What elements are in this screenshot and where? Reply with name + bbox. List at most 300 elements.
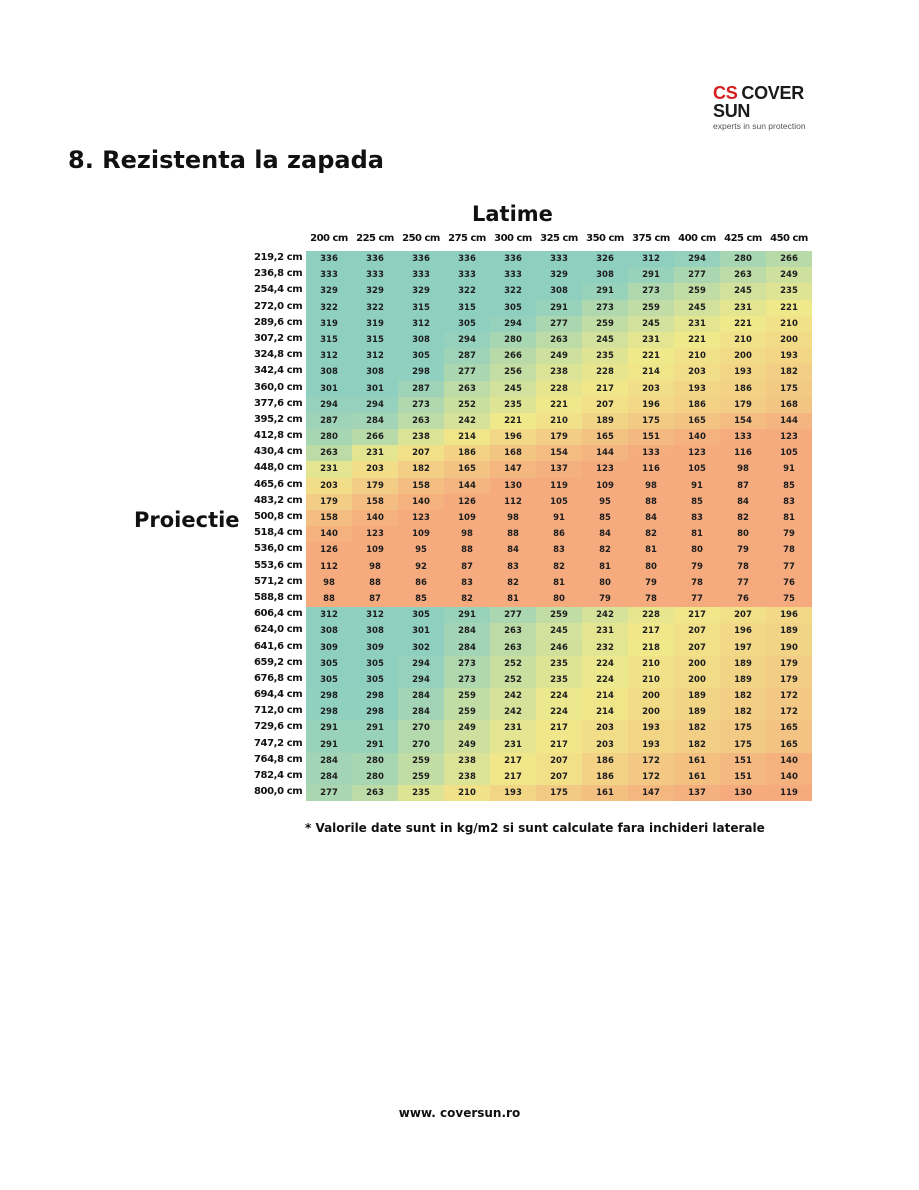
table-cell: 284 [444,623,490,639]
table-cell: 82 [536,559,582,575]
table-cell: 175 [628,413,674,429]
table-cell: 182 [674,720,720,736]
page-title: 8. Rezistenta la zapada [68,146,384,174]
table-row [306,753,812,769]
table-cell: 287 [444,348,490,364]
table-row [306,720,812,736]
table-cell: 158 [306,510,352,526]
table-cell: 291 [352,737,398,753]
table-cell: 336 [352,251,398,267]
table-cell: 83 [444,575,490,591]
table-cell: 189 [674,704,720,720]
table-cell: 259 [674,283,720,299]
table-cell: 193 [628,737,674,753]
row-header: 676,8 cm [254,672,303,684]
table-cell: 263 [490,623,536,639]
table-cell: 85 [766,478,812,494]
table-cell: 79 [628,575,674,591]
table-cell: 287 [306,413,352,429]
table-cell: 308 [306,623,352,639]
table-cell: 78 [720,559,766,575]
row-header: 764,8 cm [254,753,303,765]
table-cell: 217 [628,623,674,639]
table-cell: 315 [306,332,352,348]
table-cell: 263 [398,413,444,429]
table-row [306,591,812,607]
table-cell: 217 [582,381,628,397]
table-cell: 221 [628,348,674,364]
table-cell: 207 [674,640,720,656]
table-cell: 284 [444,640,490,656]
table-cell: 207 [536,769,582,785]
table-cell: 147 [490,461,536,477]
table-cell: 179 [766,672,812,688]
table-cell: 88 [352,575,398,591]
table-cell: 235 [766,283,812,299]
table-cell: 301 [398,623,444,639]
footnote: * Valorile date sunt in kg/m2 si sunt calculate fara inchideri laterale [305,821,765,835]
table-cell: 319 [306,316,352,332]
row-header: 729,6 cm [254,721,303,733]
table-cell: 126 [444,494,490,510]
table-cell: 161 [674,769,720,785]
table-cell: 232 [582,640,628,656]
row-header: 694,4 cm [254,689,303,701]
table-cell: 326 [582,251,628,267]
table-cell: 182 [674,737,720,753]
table-cell: 87 [352,591,398,607]
table-cell: 151 [720,753,766,769]
table-cell: 315 [444,300,490,316]
table-cell: 221 [720,316,766,332]
column-header: 325 cm [540,233,578,244]
table-cell: 200 [674,656,720,672]
table-cell: 78 [766,542,812,558]
table-cell: 263 [490,640,536,656]
table-cell: 277 [490,607,536,623]
row-header: 553,6 cm [254,559,303,571]
table-cell: 179 [720,397,766,413]
table-cell: 315 [398,300,444,316]
table-cell: 305 [444,316,490,332]
table-cell: 277 [674,267,720,283]
table-cell: 221 [766,300,812,316]
table-cell: 168 [766,397,812,413]
table-cell: 266 [490,348,536,364]
table-cell: 189 [674,688,720,704]
table-cell: 81 [536,575,582,591]
table-cell: 105 [536,494,582,510]
table-cell: 172 [628,769,674,785]
table-cell: 123 [674,445,720,461]
table-cell: 81 [582,559,628,575]
table-cell: 98 [306,575,352,591]
column-header: 300 cm [494,233,532,244]
table-cell: 221 [674,332,720,348]
row-header: 360,0 cm [254,381,303,393]
table-cell: 242 [582,607,628,623]
table-cell: 80 [674,542,720,558]
table-row [306,623,812,639]
table-cell: 196 [628,397,674,413]
table-cell: 277 [536,316,582,332]
table-cell: 315 [352,332,398,348]
table-row [306,413,812,429]
table-row [306,640,812,656]
table-cell: 294 [674,251,720,267]
table-row [306,672,812,688]
table-cell: 270 [398,720,444,736]
table-cell: 79 [720,542,766,558]
table-cell: 298 [306,704,352,720]
table-cell: 144 [444,478,490,494]
table-cell: 98 [628,478,674,494]
table-cell: 161 [582,785,628,801]
table-cell: 207 [582,397,628,413]
row-header: 236,8 cm [254,268,303,280]
table-cell: 329 [536,267,582,283]
table-row [306,542,812,558]
table-cell: 80 [582,575,628,591]
table-cell: 109 [444,510,490,526]
table-cell: 221 [490,413,536,429]
table-cell: 280 [720,251,766,267]
table-cell: 80 [628,559,674,575]
table-cell: 79 [674,559,720,575]
table-cell: 217 [674,607,720,623]
table-cell: 270 [398,737,444,753]
table-row [306,559,812,575]
table-cell: 88 [628,494,674,510]
table-cell: 210 [444,785,490,801]
row-header: 588,8 cm [254,591,303,603]
table-cell: 231 [490,737,536,753]
table-cell: 277 [306,785,352,801]
table-cell: 294 [306,397,352,413]
table-cell: 210 [628,656,674,672]
row-header: 483,2 cm [254,494,303,506]
table-cell: 84 [490,542,536,558]
row-header: 219,2 cm [254,252,303,263]
table-cell: 119 [536,478,582,494]
table-cell: 263 [306,445,352,461]
table-cell: 221 [536,397,582,413]
table-cell: 308 [582,267,628,283]
table-cell: 228 [536,381,582,397]
table-cell: 179 [536,429,582,445]
table-cell: 182 [398,461,444,477]
table-cell: 263 [536,332,582,348]
table-cell: 76 [720,591,766,607]
table-cell: 329 [352,283,398,299]
table-cell: 305 [398,348,444,364]
table-cell: 312 [352,348,398,364]
table-cell: 98 [444,526,490,542]
table-cell: 291 [628,267,674,283]
table-cell: 98 [720,461,766,477]
table-cell: 189 [720,656,766,672]
table-cell: 105 [766,445,812,461]
table-row [306,688,812,704]
table-cell: 175 [720,720,766,736]
table-row [306,478,812,494]
table-cell: 109 [352,542,398,558]
table-cell: 82 [444,591,490,607]
table-cell: 123 [398,510,444,526]
table-cell: 196 [766,607,812,623]
table-cell: 82 [582,542,628,558]
table-cell: 190 [766,640,812,656]
row-header: 395,2 cm [254,413,303,425]
table-cell: 179 [352,478,398,494]
table-cell: 273 [444,656,490,672]
table-cell: 179 [766,656,812,672]
table-cell: 224 [536,688,582,704]
table-cell: 186 [582,753,628,769]
table-cell: 291 [444,607,490,623]
table-cell: 158 [352,494,398,510]
table-cell: 189 [720,672,766,688]
table-cell: 308 [352,623,398,639]
table-cell: 186 [582,769,628,785]
table-cell: 140 [306,526,352,542]
table-cell: 280 [306,429,352,445]
table-cell: 200 [674,672,720,688]
table-cell: 203 [582,737,628,753]
table-row [306,494,812,510]
table-cell: 105 [674,461,720,477]
row-header: 712,0 cm [254,705,303,717]
table-cell: 302 [398,640,444,656]
row-label-column [254,251,306,801]
table-cell: 81 [490,591,536,607]
table-cell: 228 [582,364,628,380]
table-cell: 207 [674,623,720,639]
table-cell: 284 [306,769,352,785]
table-cell: 175 [536,785,582,801]
table-cell: 305 [490,300,536,316]
table-cell: 179 [306,494,352,510]
logo-brand-name: COVER SUN [713,83,804,121]
table-cell: 123 [582,461,628,477]
table-cell: 284 [306,753,352,769]
column-header-row [306,233,812,247]
table-cell: 83 [674,510,720,526]
table-cell: 84 [720,494,766,510]
table-cell: 259 [444,704,490,720]
table-cell: 193 [766,348,812,364]
table-cell: 246 [536,640,582,656]
table-cell: 81 [766,510,812,526]
table-cell: 322 [444,283,490,299]
table-cell: 91 [766,461,812,477]
table-cell: 77 [766,559,812,575]
table-cell: 81 [674,526,720,542]
column-header: 275 cm [448,233,486,244]
table-cell: 291 [306,737,352,753]
table-cell: 238 [398,429,444,445]
table-cell: 224 [582,672,628,688]
table-cell: 200 [720,348,766,364]
snow-load-table [306,251,812,810]
table-cell: 186 [674,397,720,413]
table-cell: 82 [628,526,674,542]
column-header: 225 cm [356,233,394,244]
footer-website[interactable]: www. coversun.ro [398,1106,521,1120]
table-row [306,575,812,591]
table-cell: 333 [398,267,444,283]
table-cell: 88 [490,526,536,542]
row-header: 571,2 cm [254,575,303,587]
table-cell: 259 [536,607,582,623]
table-cell: 336 [398,251,444,267]
table-cell: 98 [352,559,398,575]
row-header: 782,4 cm [254,770,303,781]
table-cell: 78 [674,575,720,591]
table-cell: 92 [398,559,444,575]
table-cell: 294 [444,332,490,348]
column-header: 400 cm [678,233,716,244]
table-cell: 140 [352,510,398,526]
table-cell: 214 [582,704,628,720]
table-cell: 231 [674,316,720,332]
table-row [306,332,812,348]
table-cell: 82 [720,510,766,526]
table-cell: 193 [628,720,674,736]
table-cell: 252 [444,397,490,413]
row-header: 272,0 cm [254,300,303,312]
table-cell: 224 [582,656,628,672]
table-cell: 87 [444,559,490,575]
table-cell: 259 [628,300,674,316]
table-cell: 86 [536,526,582,542]
table-cell: 83 [536,542,582,558]
table-cell: 277 [444,364,490,380]
table-cell: 84 [582,526,628,542]
table-cell: 87 [720,478,766,494]
table-cell: 231 [720,300,766,316]
table-cell: 78 [628,591,674,607]
table-cell: 85 [582,510,628,526]
table-cell: 95 [582,494,628,510]
table-cell: 76 [766,575,812,591]
row-header: 659,2 cm [254,656,303,668]
table-cell: 140 [766,753,812,769]
table-cell: 210 [628,672,674,688]
table-row [306,785,812,801]
table-cell: 158 [398,478,444,494]
table-cell: 294 [398,656,444,672]
table-cell: 119 [766,785,812,801]
table-cell: 186 [720,381,766,397]
table-cell: 245 [628,316,674,332]
table-cell: 287 [398,381,444,397]
table-cell: 79 [582,591,628,607]
table-cell: 333 [352,267,398,283]
table-cell: 291 [536,300,582,316]
table-cell: 137 [674,785,720,801]
table-cell: 154 [720,413,766,429]
table-cell: 322 [306,300,352,316]
row-header: 500,8 cm [254,511,303,522]
table-cell: 130 [720,785,766,801]
table-cell: 235 [490,397,536,413]
table-cell: 91 [536,510,582,526]
table-cell: 84 [628,510,674,526]
table-cell: 196 [720,623,766,639]
row-header: 800,0 cm [254,786,303,798]
table-cell: 266 [766,251,812,267]
table-cell: 154 [536,445,582,461]
row-header: 254,4 cm [254,284,303,296]
table-cell: 218 [628,640,674,656]
table-cell: 235 [398,785,444,801]
table-cell: 210 [720,332,766,348]
table-cell: 80 [536,591,582,607]
column-header: 375 cm [632,233,670,244]
table-cell: 259 [398,769,444,785]
table-cell: 305 [306,656,352,672]
table-cell: 284 [398,704,444,720]
table-cell: 309 [306,640,352,656]
row-axis-title: Proiectie [134,508,240,532]
table-cell: 203 [306,478,352,494]
table-row [306,510,812,526]
table-cell: 123 [352,526,398,542]
table-cell: 333 [490,267,536,283]
table-cell: 200 [628,704,674,720]
table-cell: 308 [536,283,582,299]
table-cell: 197 [720,640,766,656]
row-header: 377,6 cm [254,397,303,409]
table-cell: 245 [582,332,628,348]
table-cell: 294 [398,672,444,688]
row-header: 536,0 cm [254,543,303,555]
table-cell: 140 [398,494,444,510]
table-cell: 83 [766,494,812,510]
table-cell: 245 [490,381,536,397]
logo-tagline: experts in sun protection [713,121,806,131]
column-header: 350 cm [586,233,624,244]
table-cell: 172 [766,688,812,704]
table-cell: 259 [444,688,490,704]
table-cell: 214 [628,364,674,380]
table-row [306,429,812,445]
table-row [306,348,812,364]
table-cell: 273 [628,283,674,299]
table-row [306,251,812,267]
table-cell: 294 [352,397,398,413]
table-cell: 98 [490,510,536,526]
table-cell: 200 [628,688,674,704]
table-cell: 203 [628,381,674,397]
row-header: 624,0 cm [254,624,303,636]
table-cell: 137 [536,461,582,477]
table-cell: 273 [582,300,628,316]
table-cell: 305 [352,672,398,688]
table-row [306,316,812,332]
table-cell: 126 [306,542,352,558]
table-cell: 182 [766,364,812,380]
table-cell: 207 [536,753,582,769]
table-cell: 193 [720,364,766,380]
table-cell: 112 [490,494,536,510]
table-row [306,769,812,785]
table-cell: 207 [720,607,766,623]
table-row [306,397,812,413]
table-cell: 249 [444,737,490,753]
table-row [306,381,812,397]
